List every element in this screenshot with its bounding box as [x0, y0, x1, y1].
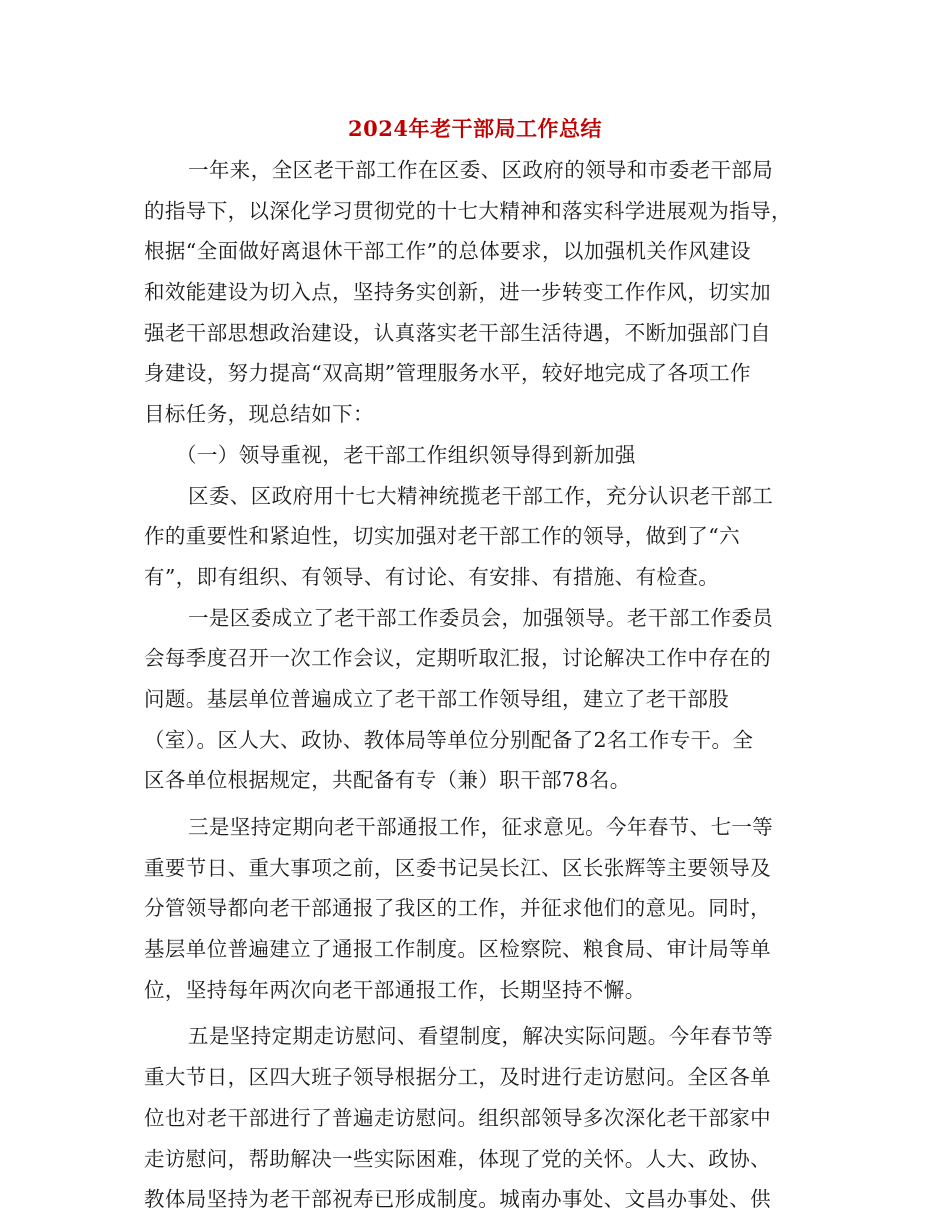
- text-line: 问题。基层单位普遍成立了老干部工作领导组，建立了老干部股: [144, 686, 730, 711]
- paragraph: [144, 435, 808, 476]
- text-line: 基层单位普遍建立了通报工作制度。区检察院、粮食局、审计局等单: [144, 937, 771, 962]
- text-line: 区各单位根据规定，共配备有专（兼）职干部78名。: [144, 768, 631, 793]
- document-title: 2024年老干部局工作总结: [348, 116, 602, 141]
- text-line: 的指导下，以深化学习贯彻党的十七大精神和落实科学进展观为指导，: [144, 198, 792, 223]
- text-line: 目标任务，现总结如下：: [144, 402, 374, 427]
- text-line: 有”，即有组织、有领导、有讨论、有安排、有措施、有检查。: [144, 564, 720, 589]
- paragraph: [144, 1016, 808, 1219]
- text-line: 三是坚持定期向老干部通报工作，征求意见。今年春节、七一等: [188, 815, 774, 839]
- text-line: 一年来，全区老干部工作在区委、区政府的领导和市委老干部局: [188, 158, 774, 182]
- text-line: 位也对老干部进行了普遍走访慰问。组织部领导多次深化老干部家中: [144, 1105, 771, 1130]
- text-line: （一）领导重视，老干部工作组织领导得到新加强: [176, 442, 636, 467]
- text-line: 会每季度召开一次工作会议，定期听取汇报，讨论解决工作中存在的: [144, 646, 771, 671]
- text-line: 强老干部思想政治建设，认真落实老干部生活待遇，不断加强部门自: [144, 320, 771, 345]
- text-line: 作的重要性和紧迫性，切实加强对老干部工作的领导，做到了“六: [144, 524, 741, 549]
- paragraph: [144, 150, 808, 435]
- text-line: 和效能建设为切入点，坚持务实创新，进一步转变工作作风，切实加: [144, 280, 771, 305]
- text-line: 一是区委成立了老干部工作委员会，加强领导。老干部工作委员: [188, 605, 774, 630]
- text-line: 分管领导都向老干部通报了我区的工作，并征求他们的意见。同时，: [144, 896, 771, 921]
- text-line: 重大节日，区四大班子领导根据分工，及时进行走访慰问。全区各单: [144, 1065, 771, 1090]
- paragraph: [144, 807, 808, 1010]
- text-line: 重要节日、重大事项之前，区委书记吴长江、区长张辉等主要领导及: [144, 855, 771, 880]
- text-line: 五是坚持定期走访慰问、看望制度，解决实际问题。今年春节等: [188, 1024, 774, 1049]
- paragraph: [144, 598, 808, 801]
- text-line: 身建设，努力提高“双高期”管理服务水平，较好地完成了各项工作: [144, 361, 751, 386]
- text-line: 走访慰问，帮助解决一些实际困难，体现了党的关怀。人大、政协、: [144, 1146, 771, 1171]
- document-body: [144, 150, 808, 1220]
- text-line: （室）。区人大、政协、教体局等单位分别配备了2名工作专干。全: [144, 727, 754, 752]
- text-line: 教体局坚持为老干部祝寿已形成制度。城南办事处、文昌办事处、供: [144, 1187, 771, 1212]
- text-line: 位，坚持每年两次向老干部通报工作，长期坚持不懈。: [144, 977, 646, 1002]
- text-line: 区委、区政府用十七大精神统揽老干部工作，充分认识老干部工: [188, 483, 774, 508]
- paragraph: [144, 476, 808, 598]
- text-line: 根据“全面做好离退休干部工作”的总体要求，以加强机关作风建设: [144, 239, 751, 264]
